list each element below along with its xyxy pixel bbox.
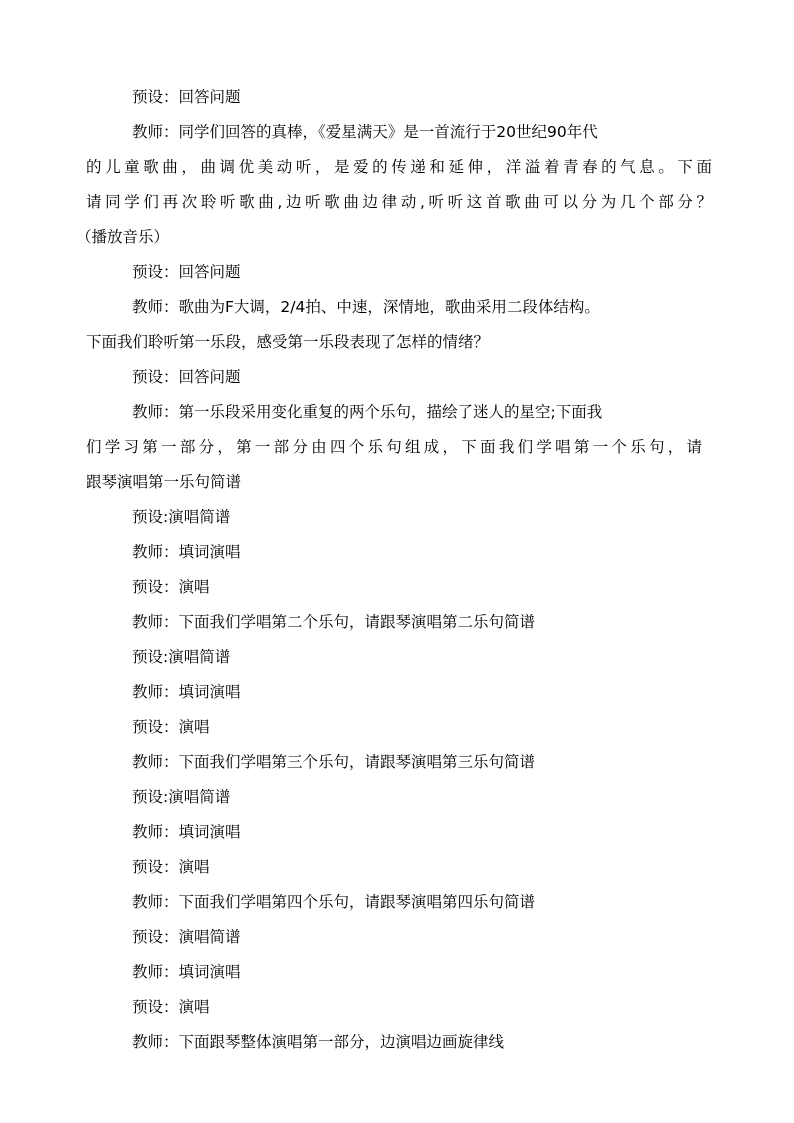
paragraph-line: 预设：演唱简谱 (132, 928, 241, 946)
paragraph-line: 教师：填词演唱 (132, 823, 241, 841)
paragraph-line: 跟琴演唱第一乐句简谱 (86, 473, 242, 491)
paragraph-line: 预设：演唱 (132, 858, 210, 876)
paragraph-line: 教师：同学们回答的真棒，《爱星满天》是一首流行于20世纪90年代 (132, 123, 598, 141)
paragraph-line: 预设:演唱简谱 (132, 648, 231, 666)
paragraph-line: 下面我们聆听第一乐段，感受第一乐段表现了怎样的情绪？ (86, 333, 490, 351)
paragraph-line: 预设：演唱 (132, 578, 210, 596)
paragraph-line: 预设:演唱简谱 (132, 788, 231, 806)
paragraph-line: 教师：下面跟琴整体演唱第一部分，边演唱边画旋律线 (132, 1033, 505, 1051)
paragraph-line: 们学习第一部分，第一部分由四个乐句组成，下面我们学唱第一个乐句，请 (86, 438, 702, 456)
paragraph-line: 教师：下面我们学唱第四个乐句，请跟琴演唱第四乐句简谱 (132, 893, 536, 911)
paragraph-line: 预设：回答问题 (132, 368, 241, 386)
paragraph-line: 预设：演唱 (132, 718, 210, 736)
paragraph-line: 教师：下面我们学唱第二个乐句，请跟琴演唱第二乐句简谱 (132, 613, 536, 631)
paragraph-line: 预设：回答问题 (132, 263, 241, 281)
paragraph-line: 请同学们再次聆听歌曲,边听歌曲边律动,听听这首歌曲可以分为几个部分？ (86, 193, 712, 211)
paragraph-line: 教师：填词演唱 (132, 683, 241, 701)
paragraph-line: 预设:演唱简谱 (132, 508, 231, 526)
paragraph-line: 教师：第一乐段采用变化重复的两个乐句，描绘了迷人的星空;下面我 (132, 403, 603, 421)
paragraph-line: 教师：填词演唱 (132, 543, 241, 561)
paragraph-line: 预设：回答问题 (132, 88, 241, 106)
paragraph-line: 教师：填词演唱 (132, 963, 241, 981)
paragraph-line: 教师：歌曲为F大调，2/4拍、中速，深情地，歌曲采用二段体结构。 (132, 298, 600, 316)
paragraph-line: 预设：演唱 (132, 998, 210, 1016)
paragraph-line: 的儿童歌曲，曲调优美动听，是爱的传递和延伸，洋溢着青春的气息。下面 (86, 158, 712, 176)
paragraph-line: （播放音乐） (76, 228, 170, 246)
paragraph-line: 教师：下面我们学唱第三个乐句，请跟琴演唱第三乐句简谱 (132, 753, 536, 771)
